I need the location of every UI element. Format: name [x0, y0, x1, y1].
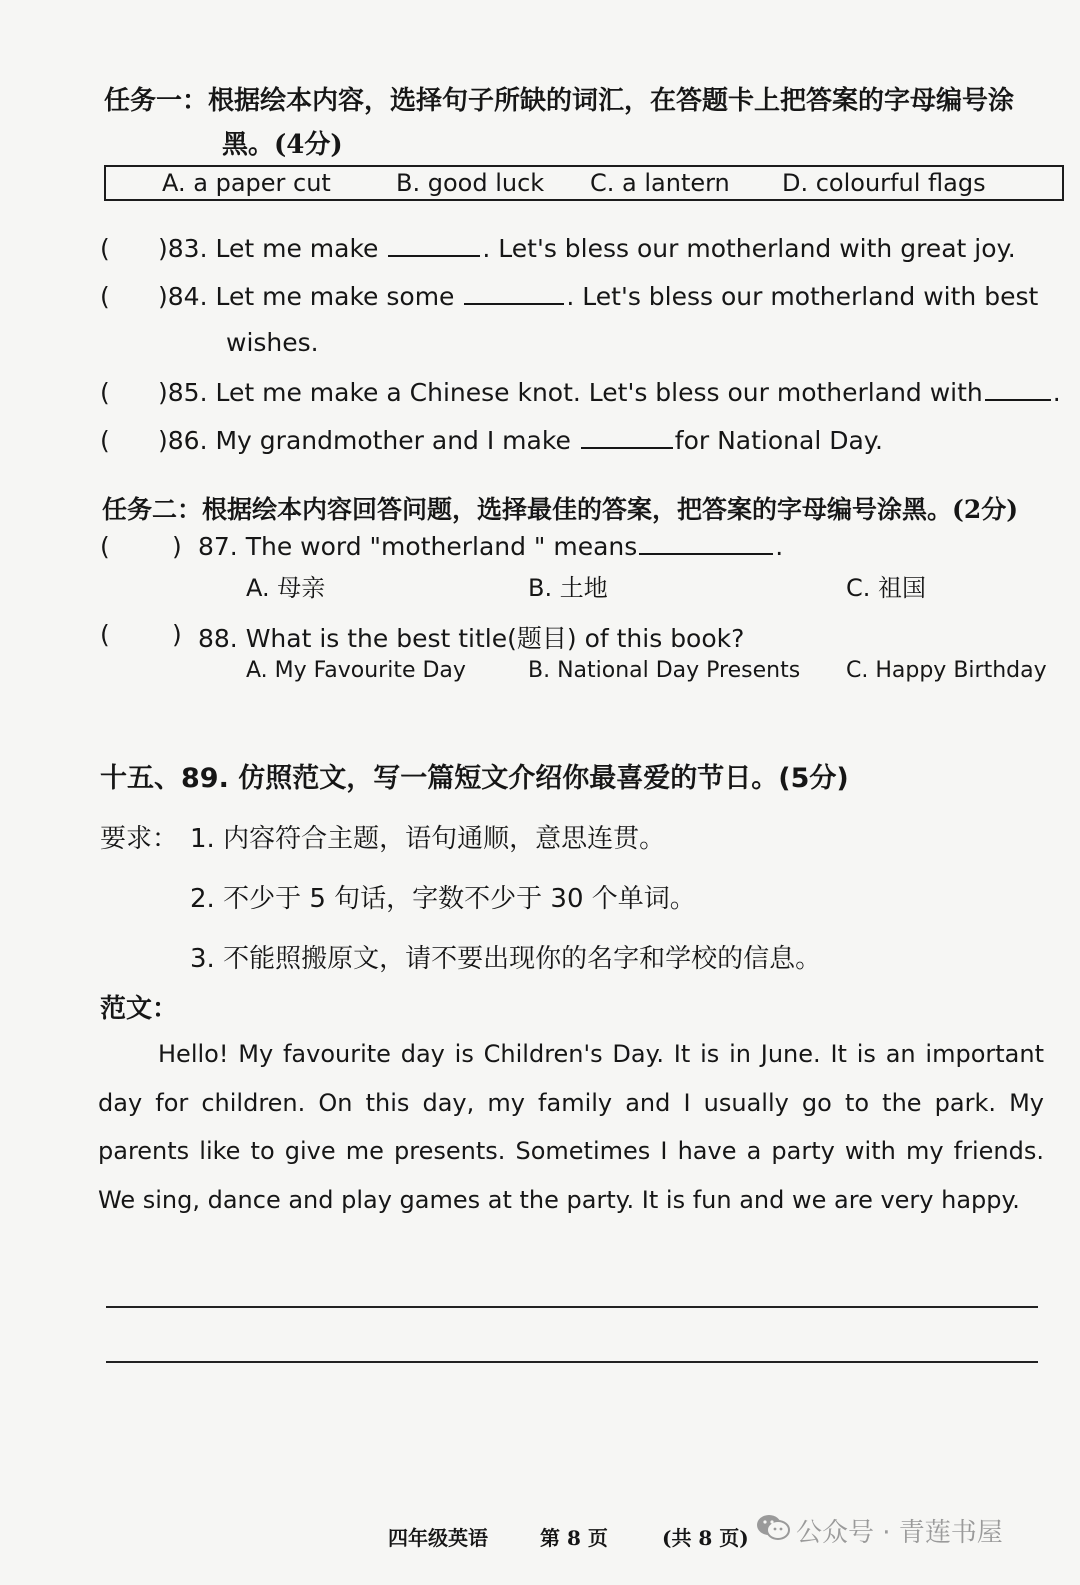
choice-b: B. 土地	[528, 574, 608, 602]
question-text: 88. What is the best title(题目) of this book?	[198, 624, 745, 653]
question-text-end: . Let's bless our motherland with best	[566, 282, 1039, 311]
task1-title: 任务一：根据绘本内容，选择句子所缺的词汇，在答题卡上把答案的字母编号涂	[104, 86, 1015, 116]
answer-paren-open: (	[100, 234, 110, 263]
footer-subject: 四年级英语	[388, 1526, 488, 1550]
choice-a: A. 母亲	[246, 574, 326, 602]
answer-blank[interactable]	[985, 377, 1051, 401]
footer-page: 第 8 页	[540, 1526, 608, 1550]
option-c: C. a lantern	[590, 169, 730, 197]
answer-paren-open: (	[100, 426, 110, 455]
answer-blank[interactable]	[388, 233, 480, 257]
question-text: 87. The word "motherland " means	[198, 532, 638, 561]
choice-c: C. Happy Birthday	[846, 658, 1047, 683]
sample-essay: Hello! My favourite day is Children's Day. It is in June. It is an important day for children. On this day, my family and I usually go to the park. My parents like to give me presents. Sometimes I have a party with my friends. We sing, dance and play games at the party. It is fun and we are very happy.	[98, 1040, 1044, 1214]
answer-paren-close: )	[158, 426, 168, 455]
answer-blank[interactable]	[581, 425, 673, 449]
question-text-end: .	[775, 532, 784, 561]
answer-paren-open: (	[100, 620, 110, 649]
sample-label: 范文：	[100, 994, 179, 1024]
requirement-1: 1. 内容符合主题，语句通顺，意思连贯。	[190, 824, 666, 854]
answer-paren-close: )	[158, 282, 168, 311]
answer-paren-open: (	[100, 378, 110, 407]
requirement-3: 3. 不能照搬原文，请不要出现你的名字和学校的信息。	[190, 944, 822, 974]
task2-title: 任务二：根据绘本内容回答问题，选择最佳的答案，把答案的字母编号涂黑。(2分)	[102, 495, 1019, 524]
question-text: My grandmother and I make	[215, 426, 579, 455]
option-d: D. colourful flags	[782, 169, 986, 197]
question-number: 85.	[167, 378, 208, 407]
writing-line[interactable]	[106, 1306, 1038, 1308]
answer-blank[interactable]	[639, 531, 773, 555]
word-options-box	[104, 165, 1064, 201]
answer-blank[interactable]	[464, 281, 564, 305]
answer-paren-close: )	[158, 234, 168, 263]
answer-paren-open: (	[100, 282, 110, 311]
question-number: 86.	[167, 426, 208, 455]
answer-paren-close: )	[158, 378, 168, 407]
wechat-icon	[756, 1513, 790, 1541]
question-number: 83.	[167, 234, 208, 263]
question-text-cont: wishes.	[226, 328, 319, 357]
option-a: A. a paper cut	[162, 169, 331, 197]
question-text: Let me make	[215, 234, 387, 263]
requirements-label: 要求：	[100, 824, 179, 854]
choice-b: B. National Day Presents	[528, 658, 801, 683]
watermark: 公众号 · 青莲书屋	[796, 1518, 1003, 1548]
section15-title: 十五、89. 仿照范文，写一篇短文介绍你最喜爱的节日。(5分)	[100, 763, 849, 794]
task1-title-cont: 黑。(4分)	[222, 130, 343, 160]
writing-line[interactable]	[106, 1361, 1038, 1363]
question-text: Let me make a Chinese knot. Let's bless our motherland with	[215, 378, 983, 407]
answer-paren-close: )	[172, 532, 182, 561]
choice-a: A. My Favourite Day	[246, 658, 466, 683]
footer-total: (共 8 页)	[662, 1526, 749, 1550]
question-text-end: for National Day.	[674, 426, 883, 455]
option-b: B. good luck	[396, 169, 545, 197]
answer-paren-close: )	[172, 620, 182, 649]
question-number: 84.	[167, 282, 208, 311]
question-text-end: . Let's bless our motherland with great joy.	[482, 234, 1016, 263]
choice-c: C. 祖国	[846, 574, 927, 602]
answer-paren-open: (	[100, 532, 110, 561]
question-text: Let me make some	[215, 282, 463, 311]
requirement-2: 2. 不少于 5 句话，字数不少于 30 个单词。	[190, 884, 696, 914]
question-text-end: .	[1052, 378, 1061, 407]
